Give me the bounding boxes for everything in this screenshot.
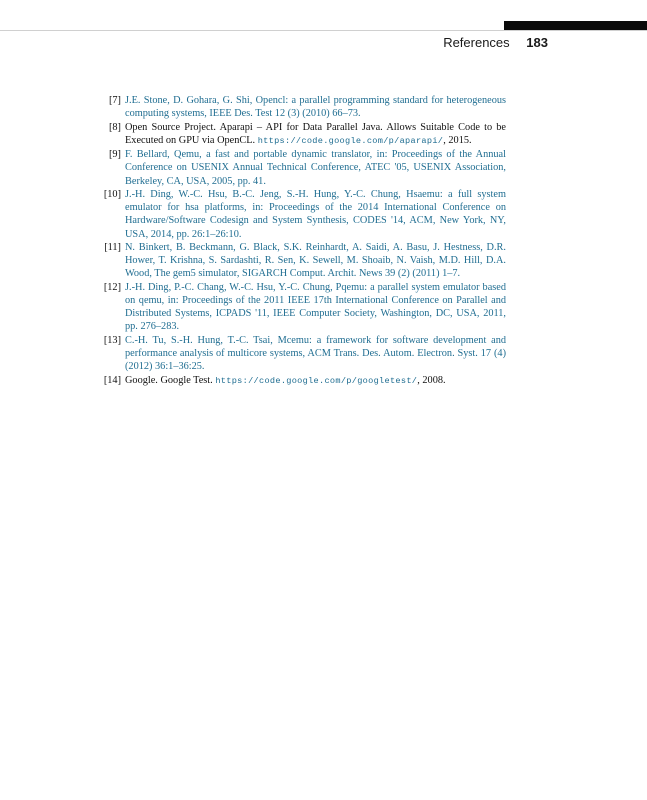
reference-number: [12] [103, 281, 121, 293]
reference-url[interactable]: https://code.google.com/p/aparapi/ [257, 135, 444, 146]
running-head [443, 35, 548, 51]
header-rule [0, 30, 647, 31]
reference-number: [7] [108, 95, 121, 106]
running-head-section: References [443, 35, 510, 50]
header-bar [504, 21, 647, 30]
reference-item [96, 334, 506, 374]
reference-number: [11] [104, 241, 121, 253]
reference-number: [13] [103, 334, 121, 346]
reference-item [96, 188, 506, 241]
page-number: 183 [526, 35, 548, 50]
reference-number: [8] [108, 121, 121, 133]
reference-number: [14] [103, 374, 121, 386]
reference-item [96, 281, 506, 334]
reference-text[interactable]: J.-H. Ding, W.-C. Hsu, B.-C. Jeng, S.-H. Hung, Y.-C. Chung, Hsaemu: a full system emulator for hsa platforms, in: Proceedings of the 2014 International Conference on Hardware/Software Codesign and System Synthesis, CODES '14, ACM, New York, NY, USA, 2014, pp. 26:1–26:10. [125, 188, 506, 240]
reference-number: [10] [103, 188, 121, 200]
reference-item [96, 374, 506, 388]
reference-text: Google. Google Test. [125, 374, 213, 386]
reference-suffix: , 2008. [417, 374, 446, 386]
reference-item [96, 241, 506, 281]
reference-url[interactable]: https://code.google.com/p/googletest/ [215, 375, 418, 386]
reference-text[interactable]: J.-H. Ding, P.-C. Chang, W.-C. Hsu, Y.-C. Chung, Pqemu: a parallel system emulator based on qemu, in: Proceedings of the 2011 IEEE 17th International Conference on Parallel and Distributed Systems, ICPADS '11, IEEE Computer Society, Washington, DC, USA, 2011, pp. 276–283. [125, 281, 506, 333]
reference-item [96, 121, 506, 148]
reference-list [96, 94, 506, 388]
reference-number: [9] [108, 149, 121, 161]
reference-text[interactable]: C.-H. Tu, S.-H. Hung, T.-C. Tsai, Mcemu: a framework for software development and performance analysis of multicore systems, ACM Trans. Des. Autom. Electron. Syst. 17 (4) (2012) 36:1–36:25. [125, 334, 506, 373]
reference-item [96, 94, 506, 120]
reference-text[interactable]: F. Bellard, Qemu, a fast and portable dynamic translator, in: Proceedings of the Annual Conference on USENIX Annual Technical Conference, ATEC '05, USENIX Association, Berkeley, CA, USA, 2005, pp. 41. [125, 149, 506, 187]
reference-text[interactable]: N. Binkert, B. Beckmann, G. Black, S.K. Reinhardt, A. Saidi, A. Basu, J. Hestness, D.R. Hower, T. Krishna, S. Sardashti, R. Sen, K. Sewell, M. Shoaib, N. Vaish, M.D. Hill, D.A. Wood, The gem5 simulator, SIGARCH Comput. Archit. News 39 (2) (2011) 1–7. [125, 241, 506, 280]
reference-suffix: , 2015. [443, 134, 472, 146]
reference-text[interactable]: J.E. Stone, D. Gohara, G. Shi, Opencl: a parallel programming standard for heterogeneous computing systems, IEEE Des. Test 12 (3) (2010) 66–73. [125, 95, 506, 120]
reference-item [96, 148, 506, 188]
reference-text: Open Source Project. Aparapi – API for Data Parallel Java. Allows Suitable Code to be Executed on GPU via OpenCL. [125, 121, 506, 146]
